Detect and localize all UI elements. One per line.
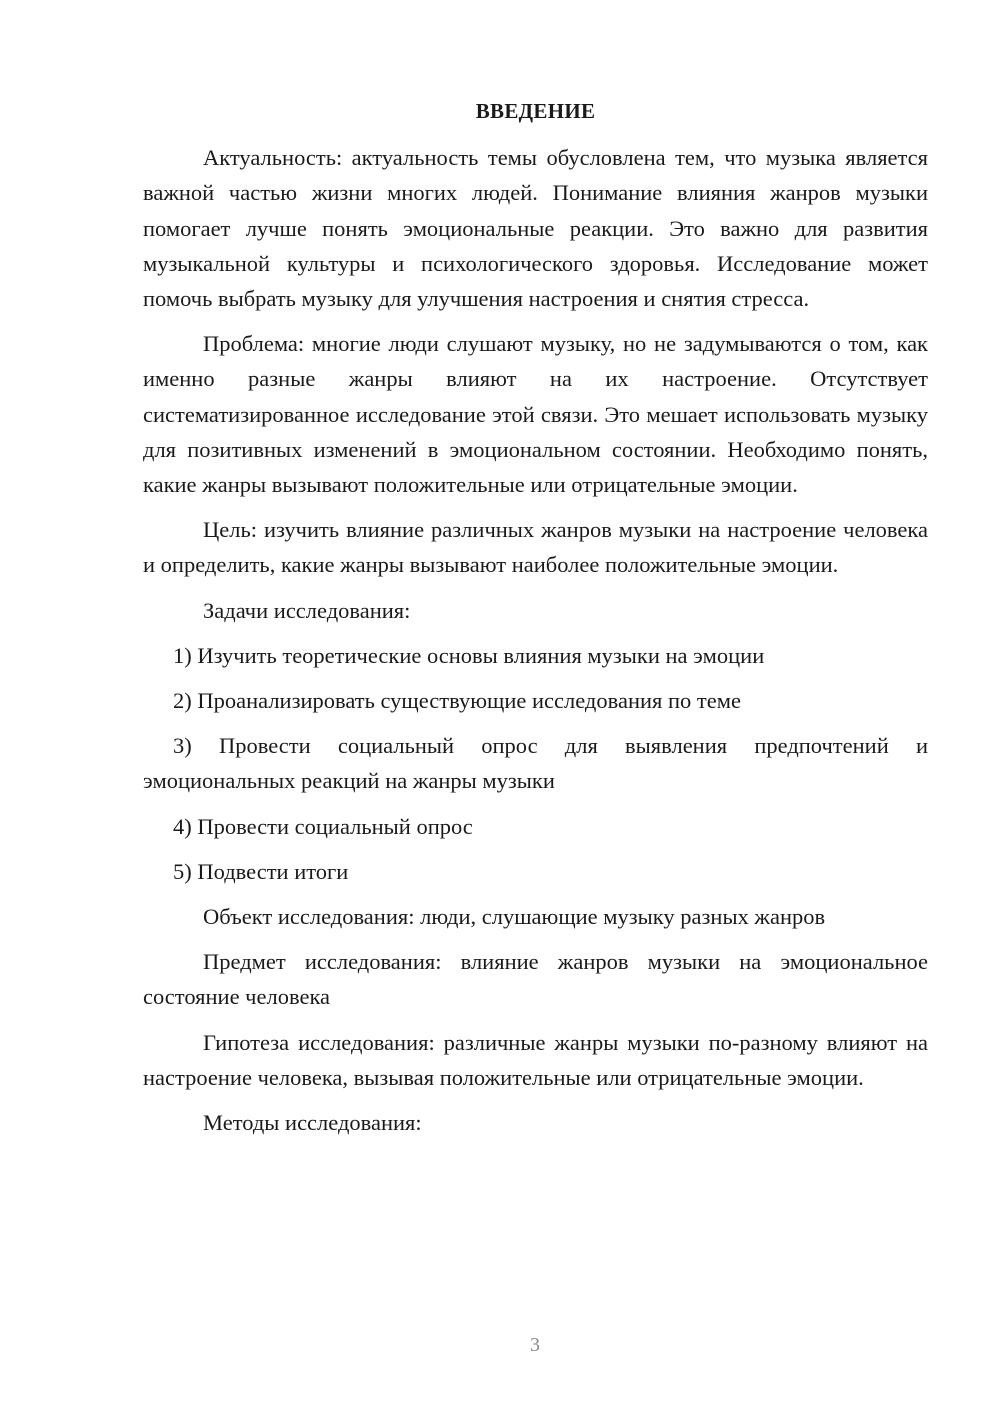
relevance-paragraph: Актуальность: актуальность темы обусловлена тем, что музыка является важной частью жизни многих людей. Понимание влияния жанров музыки помогает лучше понять эмоциональные реакции. Это важно для развития музыкальной культуры и психологического здоровья. Исследование может помочь выбрать музыку для улучшения настроения и снятия стресса. — [143, 145, 928, 312]
research-object-paragraph: Объект исследования: люди, слушающие музыку разных жанров — [203, 904, 826, 930]
task-item-2: 2) Проанализировать существующие исследования по теме — [173, 688, 741, 714]
hypothesis-paragraph: Гипотеза исследования: различные жанры музыки по-разному влияют на настроение человека, вызывая положительные или отрицательные эмоции. — [143, 1029, 928, 1090]
problem-paragraph: Проблема: многие люди слушают музыку, но не задумываются о том, как именно разные жанры влияют на их настроение. Отсутствует систематизированное исследование этой связи. Это мешает использовать музыку для позитивных изменений в эмоциональном состоянии. Необходимо понять, какие жанры вызывают положительные или отрицательные эмоции. — [143, 331, 928, 498]
document-page — [143, 94, 928, 1150]
tasks-title: Задачи исследования: — [203, 597, 411, 623]
methods-title: Методы исследования: — [203, 1110, 422, 1136]
section-heading: ВВЕДЕНИЕ — [475, 99, 596, 123]
task-item-5: 5) Подвести итоги — [173, 858, 349, 884]
task-item-1: 1) Изучить теоретические основы влияния музыки на эмоции — [173, 642, 765, 668]
page-number: 3 — [530, 1334, 540, 1356]
task-item-3: 3) Провести социальный опрос для выявления предпочтений и эмоциональных реакций на жанры музыки — [143, 733, 928, 794]
task-item-4: 4) Провести социальный опрос — [173, 813, 473, 839]
research-subject-paragraph: Предмет исследования: влияние жанров музыки на эмоциональное состояние человека — [143, 949, 928, 1010]
goal-paragraph: Цель: изучить влияние различных жанров музыки на настроение человека и определить, какие жанры вызывают наиболее положительные эмоции. — [143, 517, 928, 578]
